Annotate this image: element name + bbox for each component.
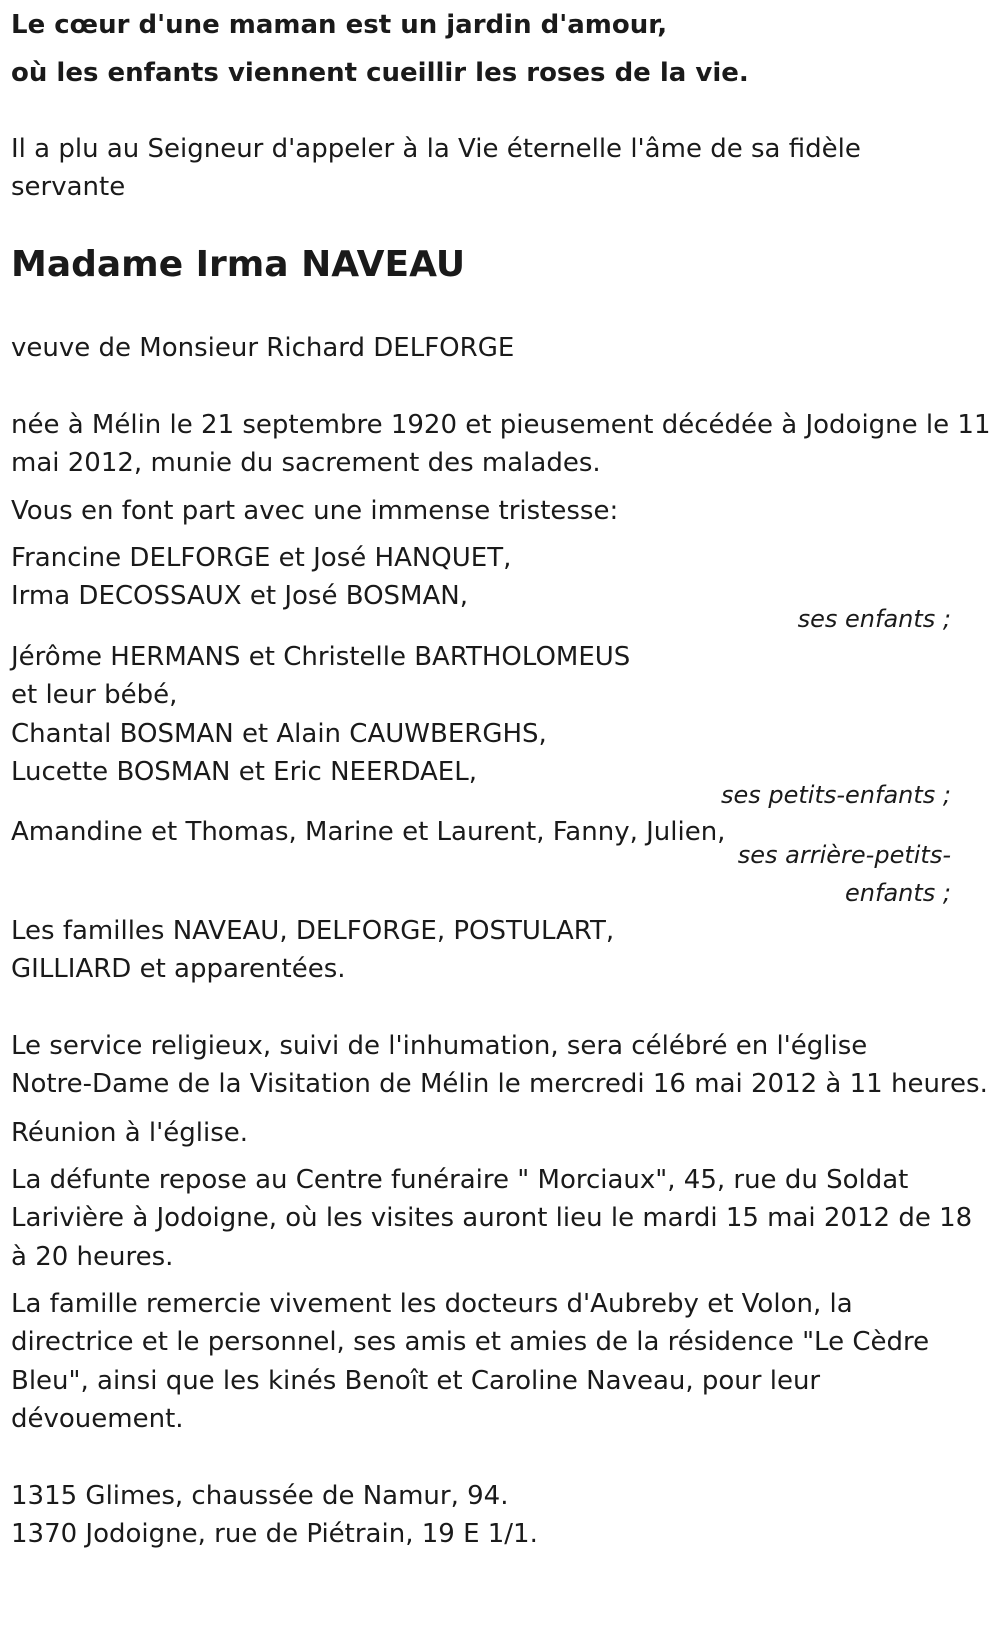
rest-line-1: La défunte repose au Centre funéraire " Morciaux", 45, rue du Soldat	[11, 1165, 909, 1195]
grandchildren-line-1: Jérôme HERMANS et Christelle BARTHOLOMEUS	[11, 642, 631, 672]
birth-death-line-1: née à Mélin le 21 septembre 1920 et pieusement décédée à Jodoigne le 11	[11, 410, 991, 440]
children-line-1: Francine DELFORGE et José HANQUET,	[11, 543, 512, 573]
grandchildren-line-3: Chantal BOSMAN et Alain CAUWBERGHS,	[11, 719, 547, 749]
address-line-2: 1370 Jodoigne, rue de Piétrain, 19 E 1/1.	[11, 1519, 538, 1549]
grandchildren-role: ses petits-enfants ;	[720, 781, 951, 809]
thanks-line-2: directrice et le personnel, ses amis et amies de la résidence "Le Cèdre	[11, 1327, 930, 1357]
birth-death-line-2: mai 2012, munie du sacrement des malades.	[11, 448, 601, 478]
great-grandchildren-line-1: Amandine et Thomas, Marine et Laurent, Fanny, Julien,	[11, 817, 726, 847]
intro-line-2: servante	[11, 172, 126, 202]
meeting: Réunion à l'église.	[11, 1118, 249, 1148]
grandchildren-line-2: et leur bébé,	[11, 680, 178, 710]
service-line-2: Notre-Dame de la Visitation de Mélin le mercredi 16 mai 2012 à 11 heures.	[11, 1069, 988, 1099]
announcement: Vous en font part avec une immense tristesse:	[11, 496, 619, 526]
great-grandchildren-role-1: ses arrière-petits-	[737, 841, 951, 869]
poem-line-1: Le cœur d'une maman est un jardin d'amour,	[11, 10, 668, 40]
families-line-2: GILLIARD et apparentées.	[11, 954, 346, 984]
great-grandchildren-role-2: enfants ;	[845, 879, 951, 907]
deceased-name: Madame Irma NAVEAU	[11, 244, 466, 285]
rest-line-2: Larivière à Jodoigne, où les visites auront lieu le mardi 15 mai 2012 de 18	[11, 1203, 973, 1233]
families-line-1: Les familles NAVEAU, DELFORGE, POSTULART,	[11, 916, 615, 946]
service-line-1: Le service religieux, suivi de l'inhumation, sera célébré en l'église	[11, 1031, 868, 1061]
address-line-1: 1315 Glimes, chaussée de Namur, 94.	[11, 1481, 509, 1511]
children-role: ses enfants ;	[797, 605, 951, 633]
thanks-line-1: La famille remercie vivement les docteurs d'Aubreby et Volon, la	[11, 1289, 853, 1319]
intro-line-1: Il a plu au Seigneur d'appeler à la Vie éternelle l'âme de sa fidèle	[11, 134, 861, 164]
thanks-line-4: dévouement.	[11, 1404, 184, 1434]
grandchildren-line-4: Lucette BOSMAN et Eric NEERDAEL,	[11, 757, 477, 787]
thanks-line-3: Bleu", ainsi que les kinés Benoît et Caroline Naveau, pour leur	[11, 1366, 821, 1396]
widow-of: veuve de Monsieur Richard DELFORGE	[11, 333, 515, 363]
children-line-2: Irma DECOSSAUX et José BOSMAN,	[11, 581, 468, 611]
poem-line-2: où les enfants viennent cueillir les roses de la vie.	[11, 58, 749, 88]
rest-line-3: à 20 heures.	[11, 1242, 174, 1272]
